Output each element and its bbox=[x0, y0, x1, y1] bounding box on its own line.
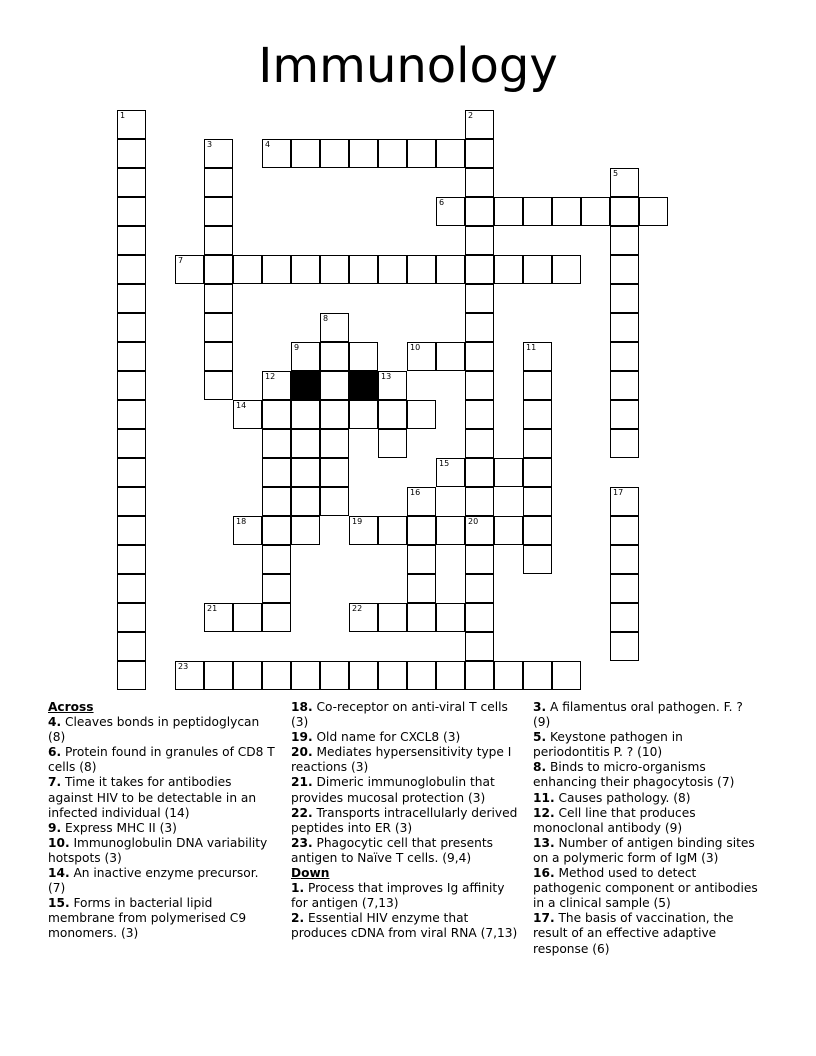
clue-number-label: 3. bbox=[533, 700, 547, 714]
grid-cell[interactable] bbox=[494, 516, 523, 545]
clue-item bbox=[533, 866, 763, 911]
clue-number: 6 bbox=[439, 198, 445, 207]
grid-cell[interactable] bbox=[117, 487, 146, 516]
clue-number-label: 1. bbox=[291, 881, 305, 896]
clue-text: Causes pathology. (8) bbox=[554, 790, 691, 805]
clue-number-label: 10. bbox=[48, 835, 70, 850]
grid-cell[interactable] bbox=[465, 371, 494, 400]
grid-cell[interactable] bbox=[552, 661, 581, 690]
clue-number: 3 bbox=[207, 140, 213, 149]
grid-cell[interactable] bbox=[204, 661, 233, 690]
clue-number: 16 bbox=[410, 488, 421, 497]
grid-cell[interactable] bbox=[117, 429, 146, 458]
grid-cell[interactable] bbox=[233, 255, 262, 284]
clue-number-label: 17. bbox=[533, 911, 555, 926]
grid-cell[interactable] bbox=[291, 255, 320, 284]
grid-cell[interactable] bbox=[320, 458, 349, 487]
clue-number: 15 bbox=[439, 459, 450, 468]
grid-cell[interactable] bbox=[436, 197, 465, 226]
grid-cell[interactable] bbox=[117, 197, 146, 226]
grid-cell[interactable] bbox=[204, 226, 233, 255]
grid-cell[interactable] bbox=[291, 458, 320, 487]
grid-cell[interactable] bbox=[610, 284, 639, 313]
grid-cell[interactable] bbox=[320, 429, 349, 458]
grid-cell[interactable] bbox=[320, 313, 349, 342]
clue-number: 22 bbox=[352, 604, 363, 613]
clue-number-label: 11. bbox=[533, 790, 555, 805]
clues-column-3 bbox=[533, 700, 763, 957]
grid-cell[interactable] bbox=[262, 429, 291, 458]
clue-text: Co-receptor on anti-viral T cells (3) bbox=[291, 700, 508, 730]
grid-cell[interactable] bbox=[407, 545, 436, 574]
grid-cell[interactable] bbox=[436, 139, 465, 168]
grid-cell[interactable] bbox=[262, 139, 291, 168]
clue-item bbox=[533, 806, 763, 836]
clue-item bbox=[533, 730, 763, 760]
clue-number: 9 bbox=[294, 343, 300, 352]
grid-cell[interactable] bbox=[349, 603, 378, 632]
grid-cell[interactable] bbox=[117, 371, 146, 400]
clue-number-label: 5. bbox=[533, 730, 547, 745]
clue-number-label: 14. bbox=[48, 866, 70, 881]
grid-cell[interactable] bbox=[117, 458, 146, 487]
grid-cell[interactable] bbox=[610, 429, 639, 458]
grid-cell[interactable] bbox=[523, 255, 552, 284]
grid-cell[interactable] bbox=[233, 603, 262, 632]
grid-cell[interactable] bbox=[523, 661, 552, 690]
grid-cell[interactable] bbox=[349, 342, 378, 371]
grid-cell[interactable] bbox=[465, 545, 494, 574]
clue-number: 12 bbox=[265, 372, 276, 381]
grid-cell[interactable] bbox=[436, 342, 465, 371]
clue-number: 14 bbox=[236, 401, 247, 410]
grid-cell[interactable] bbox=[610, 371, 639, 400]
grid-cell[interactable] bbox=[436, 255, 465, 284]
grid-cell[interactable] bbox=[407, 574, 436, 603]
clue-item bbox=[291, 806, 519, 836]
grid-cell[interactable] bbox=[262, 516, 291, 545]
grid-cell[interactable] bbox=[407, 661, 436, 690]
clue-number: 8 bbox=[323, 314, 329, 323]
grid-cell[interactable] bbox=[117, 139, 146, 168]
grid-cell[interactable] bbox=[204, 342, 233, 371]
clues-column-1 bbox=[48, 700, 276, 942]
grid-cell[interactable] bbox=[465, 313, 494, 342]
grid-cell[interactable] bbox=[291, 429, 320, 458]
grid-cell[interactable] bbox=[291, 342, 320, 371]
clue-text: Dimeric immunoglobulin that provides mucosal protection (3) bbox=[291, 775, 495, 805]
grid-cell[interactable] bbox=[407, 603, 436, 632]
grid-cell[interactable] bbox=[610, 226, 639, 255]
grid-cell[interactable] bbox=[320, 661, 349, 690]
clue-number: 1 bbox=[120, 111, 126, 120]
grid-cell[interactable] bbox=[610, 516, 639, 545]
grid-cell[interactable] bbox=[291, 661, 320, 690]
grid-cell[interactable] bbox=[320, 371, 349, 400]
grid-cell[interactable] bbox=[610, 342, 639, 371]
clue-number-label: 15. bbox=[48, 896, 70, 911]
grid-cell[interactable] bbox=[610, 313, 639, 342]
grid-cell[interactable] bbox=[494, 661, 523, 690]
grid-cell[interactable] bbox=[117, 574, 146, 603]
clue-number-label: 20. bbox=[291, 745, 313, 760]
grid-cell[interactable] bbox=[117, 110, 146, 139]
clue-item bbox=[48, 745, 276, 775]
grid-cell[interactable] bbox=[610, 603, 639, 632]
grid-cell[interactable] bbox=[320, 487, 349, 516]
grid-cell[interactable] bbox=[349, 139, 378, 168]
clue-number-label: 21. bbox=[291, 775, 313, 790]
grid-cell[interactable] bbox=[465, 516, 494, 545]
grid-cell[interactable] bbox=[407, 139, 436, 168]
clue-number: 20 bbox=[468, 517, 479, 526]
grid-cell[interactable] bbox=[465, 487, 494, 516]
grid-cell[interactable] bbox=[378, 429, 407, 458]
grid-cell[interactable] bbox=[262, 603, 291, 632]
clue-text: Transports intracellularly derived peptides into ER (3) bbox=[291, 805, 518, 835]
grid-cell[interactable] bbox=[407, 487, 436, 516]
grid-cell[interactable] bbox=[320, 139, 349, 168]
clue-number-label: 13. bbox=[533, 835, 555, 850]
clue-number: 13 bbox=[381, 372, 392, 381]
grid-cell[interactable] bbox=[204, 255, 233, 284]
grid-cell[interactable] bbox=[523, 516, 552, 545]
clue-number-label: 4. bbox=[48, 715, 62, 730]
clue-number-label: 22. bbox=[291, 805, 313, 820]
grid-cell[interactable] bbox=[465, 255, 494, 284]
clue-number: 10 bbox=[410, 343, 421, 352]
across-header: Across bbox=[48, 700, 94, 714]
grid-cell[interactable] bbox=[117, 632, 146, 661]
grid-cell[interactable] bbox=[610, 400, 639, 429]
clue-text: Protein found in granules of CD8 T cells (8) bbox=[48, 745, 275, 775]
clue-number-label: 18. bbox=[291, 700, 313, 714]
clue-number-label: 9. bbox=[48, 820, 62, 835]
grid-cell[interactable] bbox=[465, 284, 494, 313]
grid-cell[interactable] bbox=[349, 516, 378, 545]
grid-cell[interactable] bbox=[291, 516, 320, 545]
black-square bbox=[291, 371, 320, 400]
puzzle-title: Immunology bbox=[258, 38, 558, 94]
clue-item bbox=[291, 775, 519, 805]
clue-number: 17 bbox=[613, 488, 624, 497]
clue-item bbox=[48, 775, 276, 820]
grid-cell[interactable] bbox=[262, 574, 291, 603]
grid-cell[interactable] bbox=[349, 661, 378, 690]
grid-cell[interactable] bbox=[291, 487, 320, 516]
clue-number-label: 16. bbox=[533, 866, 555, 881]
grid-cell[interactable] bbox=[233, 400, 262, 429]
clue-number: 4 bbox=[265, 140, 271, 149]
grid-cell[interactable] bbox=[465, 632, 494, 661]
grid-cell[interactable] bbox=[262, 545, 291, 574]
down-header: Down bbox=[291, 866, 330, 881]
clue-item bbox=[533, 760, 763, 790]
clue-number-label: 6. bbox=[48, 745, 62, 760]
grid-cell[interactable] bbox=[117, 400, 146, 429]
grid-cell[interactable] bbox=[465, 342, 494, 371]
grid-cell[interactable] bbox=[407, 255, 436, 284]
clue-item bbox=[533, 700, 763, 730]
grid-cell[interactable] bbox=[523, 487, 552, 516]
clue-item bbox=[291, 836, 519, 866]
grid-cell[interactable] bbox=[610, 168, 639, 197]
clue-text: Keystone pathogen in periodontitis P. ? (10) bbox=[533, 730, 683, 760]
grid-cell[interactable] bbox=[117, 284, 146, 313]
grid-cell[interactable] bbox=[465, 429, 494, 458]
clue-text: Phagocytic cell that presents antigen to Naïve T cells. (9,4) bbox=[291, 835, 494, 865]
grid-cell[interactable] bbox=[378, 400, 407, 429]
grid-cell[interactable] bbox=[407, 342, 436, 371]
clue-item bbox=[533, 836, 763, 866]
grid-cell[interactable] bbox=[465, 574, 494, 603]
clue-item bbox=[48, 866, 276, 896]
grid-cell[interactable] bbox=[494, 255, 523, 284]
grid-cell[interactable] bbox=[523, 342, 552, 371]
clue-number-label: 7. bbox=[48, 775, 62, 790]
grid-cell[interactable] bbox=[494, 197, 523, 226]
clue-item bbox=[48, 715, 276, 745]
grid-cell[interactable] bbox=[117, 516, 146, 545]
grid-cell[interactable] bbox=[117, 168, 146, 197]
grid-cell[interactable] bbox=[407, 516, 436, 545]
grid-cell[interactable] bbox=[610, 574, 639, 603]
clue-text: Express MHC II (3) bbox=[61, 820, 177, 835]
grid-cell[interactable] bbox=[349, 400, 378, 429]
clue-number: 23 bbox=[178, 662, 189, 671]
clue-text: Immunoglobulin DNA variability hotspots (3) bbox=[48, 835, 268, 865]
clues-section bbox=[0, 700, 816, 1000]
clue-text: Number of antigen binding sites on a polymeric form of IgM (3) bbox=[533, 835, 755, 865]
grid-cell[interactable] bbox=[262, 458, 291, 487]
grid-cell[interactable] bbox=[581, 197, 610, 226]
grid-cell[interactable] bbox=[117, 545, 146, 574]
clue-item bbox=[533, 911, 763, 956]
grid-cell[interactable] bbox=[610, 197, 639, 226]
grid-cell[interactable] bbox=[117, 226, 146, 255]
grid-cell[interactable] bbox=[349, 255, 378, 284]
grid-cell[interactable] bbox=[552, 197, 581, 226]
clue-number: 7 bbox=[178, 256, 184, 265]
grid-cell[interactable] bbox=[378, 661, 407, 690]
clues-column-2 bbox=[291, 700, 519, 942]
grid-cell[interactable] bbox=[233, 661, 262, 690]
grid-cell[interactable] bbox=[436, 516, 465, 545]
clue-text: Old name for CXCL8 (3) bbox=[312, 730, 461, 745]
grid-cell[interactable] bbox=[465, 110, 494, 139]
clue-number-label: 2. bbox=[291, 911, 305, 926]
grid-cell[interactable] bbox=[117, 661, 146, 690]
clue-item bbox=[291, 881, 519, 911]
clue-text: Cell line that produces monoclonal antibody (9) bbox=[533, 805, 696, 835]
clue-item bbox=[291, 911, 519, 941]
clue-text: An inactive enzyme precursor. (7) bbox=[48, 866, 259, 896]
grid-cell[interactable] bbox=[175, 255, 204, 284]
grid-cell[interactable] bbox=[465, 661, 494, 690]
grid-cell[interactable] bbox=[204, 168, 233, 197]
grid-cell[interactable] bbox=[291, 139, 320, 168]
grid-cell[interactable] bbox=[204, 313, 233, 342]
clue-item bbox=[48, 821, 276, 836]
clue-item bbox=[48, 896, 276, 941]
clue-number: 5 bbox=[613, 169, 619, 178]
grid-cell[interactable] bbox=[465, 226, 494, 255]
clue-text: Binds to micro-organisms enhancing their phagocytosis (7) bbox=[533, 760, 735, 790]
grid-cell[interactable] bbox=[204, 197, 233, 226]
grid-cell[interactable] bbox=[465, 168, 494, 197]
grid-cell[interactable] bbox=[465, 400, 494, 429]
grid-cell[interactable] bbox=[610, 545, 639, 574]
clue-text: A filamentus oral pathogen. F. ? (9) bbox=[533, 700, 743, 730]
grid-cell[interactable] bbox=[262, 661, 291, 690]
grid-cell[interactable] bbox=[378, 371, 407, 400]
grid-cell[interactable] bbox=[291, 400, 320, 429]
clue-number-label: 19. bbox=[291, 730, 313, 745]
grid-cell[interactable] bbox=[378, 139, 407, 168]
clue-text: Time it takes for antibodies against HIV to be detectable in an infected individual (14) bbox=[48, 775, 257, 820]
grid-cell[interactable] bbox=[494, 458, 523, 487]
grid-cell[interactable] bbox=[523, 400, 552, 429]
grid-cell[interactable] bbox=[320, 400, 349, 429]
grid-cell[interactable] bbox=[523, 429, 552, 458]
grid-cell[interactable] bbox=[378, 516, 407, 545]
grid-cell[interactable] bbox=[465, 603, 494, 632]
clue-number: 21 bbox=[207, 604, 218, 613]
grid-cell[interactable] bbox=[117, 603, 146, 632]
clue-text: Method used to detect pathogenic component or antibodies in a clinical sample (5) bbox=[533, 866, 758, 911]
grid-cell[interactable] bbox=[262, 400, 291, 429]
grid-cell[interactable] bbox=[117, 255, 146, 284]
grid-cell[interactable] bbox=[233, 516, 262, 545]
clue-item bbox=[291, 730, 519, 745]
grid-cell[interactable] bbox=[465, 197, 494, 226]
clue-item bbox=[291, 700, 519, 730]
grid-cell[interactable] bbox=[117, 313, 146, 342]
grid-cell[interactable] bbox=[639, 197, 668, 226]
clue-number-label: 23. bbox=[291, 835, 313, 850]
grid-cell[interactable] bbox=[378, 255, 407, 284]
grid-cell[interactable] bbox=[436, 661, 465, 690]
grid-cell[interactable] bbox=[523, 371, 552, 400]
clue-number: 11 bbox=[526, 343, 537, 352]
grid-cell[interactable] bbox=[204, 139, 233, 168]
grid-cell[interactable] bbox=[610, 632, 639, 661]
clue-text: Process that improves Ig affinity for antigen (7,13) bbox=[291, 881, 505, 911]
clue-number: 18 bbox=[236, 517, 247, 526]
grid-cell[interactable] bbox=[204, 284, 233, 313]
clue-number: 19 bbox=[352, 517, 363, 526]
clue-text: The basis of vaccination, the result of an effective adaptive response (6) bbox=[533, 911, 734, 956]
grid-cell[interactable] bbox=[523, 545, 552, 574]
grid-cell[interactable] bbox=[465, 458, 494, 487]
grid-cell[interactable] bbox=[378, 603, 407, 632]
grid-cell[interactable] bbox=[204, 371, 233, 400]
grid-cell[interactable] bbox=[436, 458, 465, 487]
clue-item bbox=[533, 791, 763, 806]
clue-number-label: 12. bbox=[533, 805, 555, 820]
grid-cell[interactable] bbox=[204, 603, 233, 632]
grid-cell[interactable] bbox=[262, 255, 291, 284]
grid-cell[interactable] bbox=[175, 661, 204, 690]
grid-cell[interactable] bbox=[262, 487, 291, 516]
grid-cell[interactable] bbox=[436, 603, 465, 632]
grid-cell[interactable] bbox=[117, 342, 146, 371]
grid-cell[interactable] bbox=[523, 458, 552, 487]
clue-text: Mediates hypersensitivity type I reactions (3) bbox=[291, 745, 512, 775]
clue-text: Essential HIV enzyme that produces cDNA from viral RNA (7,13) bbox=[291, 911, 518, 941]
clue-item bbox=[48, 836, 276, 866]
grid-cell[interactable] bbox=[523, 197, 552, 226]
clue-text: Forms in bacterial lipid membrane from polymerised C9 monomers. (3) bbox=[48, 896, 247, 941]
clue-item bbox=[291, 745, 519, 775]
grid-cell[interactable] bbox=[610, 255, 639, 284]
clue-number: 2 bbox=[468, 111, 474, 120]
grid-cell[interactable] bbox=[465, 139, 494, 168]
clue-number-label: 8. bbox=[533, 760, 547, 775]
grid-cell[interactable] bbox=[320, 255, 349, 284]
grid-cell[interactable] bbox=[407, 400, 436, 429]
grid-cell[interactable] bbox=[552, 255, 581, 284]
grid-cell[interactable] bbox=[262, 371, 291, 400]
grid-cell[interactable] bbox=[320, 342, 349, 371]
clue-text: Cleaves bonds in peptidoglycan (8) bbox=[48, 715, 260, 745]
black-square bbox=[349, 371, 378, 400]
grid-cell[interactable] bbox=[610, 487, 639, 516]
